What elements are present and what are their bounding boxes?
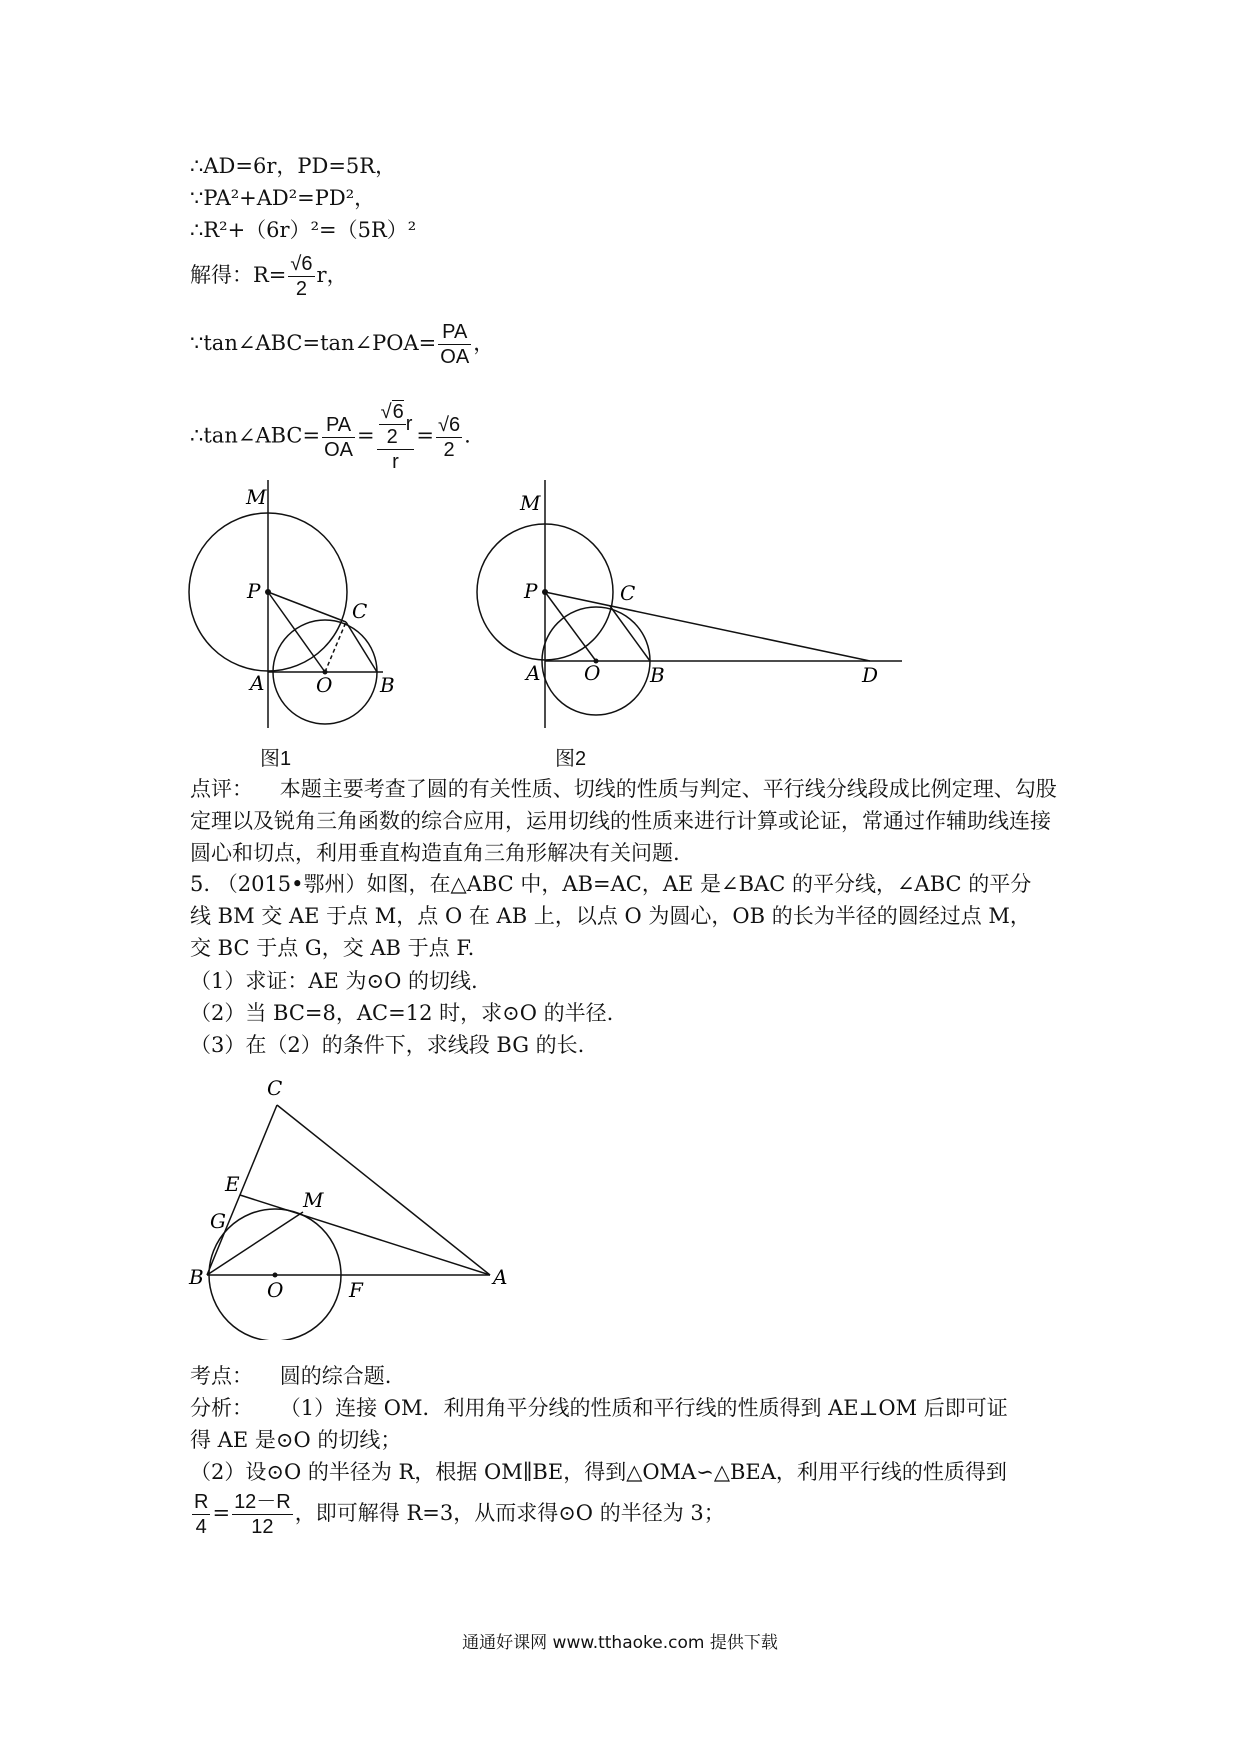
kaodian-text: 圆的综合题.: [279, 1364, 392, 1388]
label-e: E: [225, 1172, 240, 1196]
fraction-root6-over-2-b: [436, 413, 462, 462]
fenxi-text4: ，即可解得 R=3，从而求得⊙O 的半径为 3；: [294, 1501, 725, 1525]
footer-source: 通通好课网 www.tthaoke.com 提供下载: [462, 1633, 778, 1653]
line-pc: [268, 592, 346, 622]
label-c: C: [352, 599, 368, 623]
label-b: B: [189, 1265, 204, 1289]
comment-label: 点评：: [190, 777, 253, 801]
fenxi-line2: 得 AE 是⊙O 的切线；: [190, 1428, 402, 1452]
figure-2-caption: 图2: [555, 748, 587, 770]
figure-1: [180, 480, 410, 735]
label-m: M: [520, 491, 541, 515]
fraction-pa-oa: [438, 320, 471, 369]
fraction-r-over-4: [192, 1490, 210, 1539]
frac-den: OA: [440, 346, 470, 368]
problem5-q3: （3）在（2）的条件下，求线段 BG 的长.: [190, 1033, 585, 1057]
label-a: A: [526, 661, 541, 685]
fraction-root6-over-2: [288, 252, 314, 301]
fenxi-line3: （2）设⊙O 的半径为 R，根据 OM∥BE，得到△OMA∽△BEA，利用平行线的性质得到: [190, 1460, 1007, 1484]
label-p: P: [524, 579, 538, 603]
frac-den: 12: [251, 1516, 274, 1538]
label-b: B: [650, 663, 665, 687]
label-o: O: [267, 1278, 284, 1302]
tan-prefix: ∵tan∠ABC=tan∠POA=: [190, 331, 437, 355]
kaodian-line: [190, 1360, 391, 1392]
line-po: [268, 592, 325, 672]
solve-prefix: 解得：R=: [190, 263, 287, 287]
fenxi-line4: $\frac{R}{4}$ = $\frac{12-R}{12}$ ，即可解得 R=3，从而求得⊙O 的半径为 3；: [194, 1491, 725, 1538]
tan-suffix: ，: [473, 331, 495, 355]
label-g: G: [210, 1209, 226, 1233]
line-tan-result: ∴tan∠ABC= $\frac{PA}{OA}$ = $\frac{√6}{2}$ r r = $\frac{√6}{2}$ .: [190, 401, 471, 473]
problem5-line2: 线 BM 交 AE 于点 M，点 O 在 AB 上，以点 O 为圆心，OB 的长为半径的圆经过点 M，: [190, 904, 1031, 928]
line-equation: ∴R²+（6r）²=（5R）²: [190, 218, 417, 242]
frac-den: 4: [195, 1516, 207, 1538]
frac-num: √6: [290, 253, 313, 275]
line-solve-r: [190, 252, 348, 301]
frac-den: 2: [295, 278, 308, 300]
line-ae: [240, 1195, 490, 1275]
point-p: [265, 589, 271, 595]
figure-3: [185, 1075, 515, 1340]
inner-r: r: [405, 412, 413, 435]
fraction-pa-oa-2: [322, 413, 355, 462]
comment-text: 本题主要考查了圆的有关性质、切线的性质与判定、平行线分线段成比例定理、勾股定理以及锐角三角函数的综合应用，运用切线的性质来进行计算或论证，常通过作辅助线连接圆心和切点，利用垂直构造直角三角形解决有关问题.: [190, 777, 1057, 865]
line-cb: [346, 622, 377, 672]
tan-result-suffix: .: [464, 423, 471, 448]
tan-result-prefix: ∴tan∠ABC=: [190, 423, 321, 448]
label-f: F: [349, 1278, 363, 1302]
line-oc-dashed: [325, 622, 346, 672]
label-b: B: [380, 673, 395, 697]
fenxi-line1: [190, 1392, 1008, 1424]
kaodian-label: 考点：: [190, 1364, 253, 1388]
point-o: [273, 1273, 278, 1278]
problem5-line1: 5. （2015•鄂州）如图，在△ABC 中，AB=AC，AE 是∠BAC 的平分线，∠ABC 的平分: [190, 872, 1032, 896]
label-a: A: [493, 1265, 508, 1289]
label-p: P: [247, 579, 261, 603]
line-pythagoras: ∵PA²+AD²=PD²，: [190, 186, 376, 210]
frac-den: 2: [443, 438, 455, 461]
frac-complex-den: r: [392, 451, 399, 473]
line-bc: [207, 1105, 277, 1275]
fraction-12-r-over-12: [232, 1490, 293, 1539]
label-m: M: [303, 1188, 324, 1212]
frac-num: √6: [438, 413, 461, 436]
line-tan-equality: [190, 320, 494, 369]
problem5-q2: （2）当 BC=8，AC=12 时，求⊙O 的半径.: [190, 1001, 614, 1025]
frac-complex-num: [377, 400, 415, 450]
line-ad-pd: ∴AD=6r，PD=5R，: [190, 154, 397, 178]
point-p: [542, 589, 548, 595]
figure-2: [470, 480, 910, 735]
label-a: A: [250, 671, 265, 695]
inner-fraction: $\frac{√6}{2}$: [380, 401, 404, 448]
frac-num: R: [194, 1491, 209, 1513]
line-cb: [610, 606, 650, 661]
solve-suffix: r，: [316, 263, 348, 287]
figure-1-caption: 图1: [260, 748, 292, 770]
label-o: O: [584, 661, 601, 685]
label-c: C: [267, 1076, 283, 1100]
line-po: [545, 592, 596, 661]
label-m: M: [246, 485, 267, 509]
frac-num: PA: [322, 413, 355, 438]
label-o: O: [316, 673, 333, 697]
fenxi-label: 分析：: [190, 1396, 253, 1420]
label-c: C: [620, 581, 636, 605]
line-pd: [545, 592, 870, 661]
fraction-complex: [377, 400, 415, 474]
label-d: D: [862, 663, 879, 687]
inner-radicand: 6: [392, 401, 404, 423]
fenxi-text1: （1）连接 OM．利用角平分线的性质和平行线的性质得到 AE⊥OM 后即可证: [279, 1396, 1008, 1420]
frac-num: 12－R: [234, 1491, 291, 1513]
problem5-q1: （1）求证：AE 为⊙O 的切线.: [190, 969, 478, 993]
comment-paragraph: [190, 773, 1060, 869]
frac-num: PA: [438, 320, 471, 345]
inner-den: 2: [386, 426, 398, 448]
problem5-line3: 交 BC 于点 G，交 AB 于点 F.: [190, 936, 475, 960]
frac-den: OA: [324, 438, 353, 461]
